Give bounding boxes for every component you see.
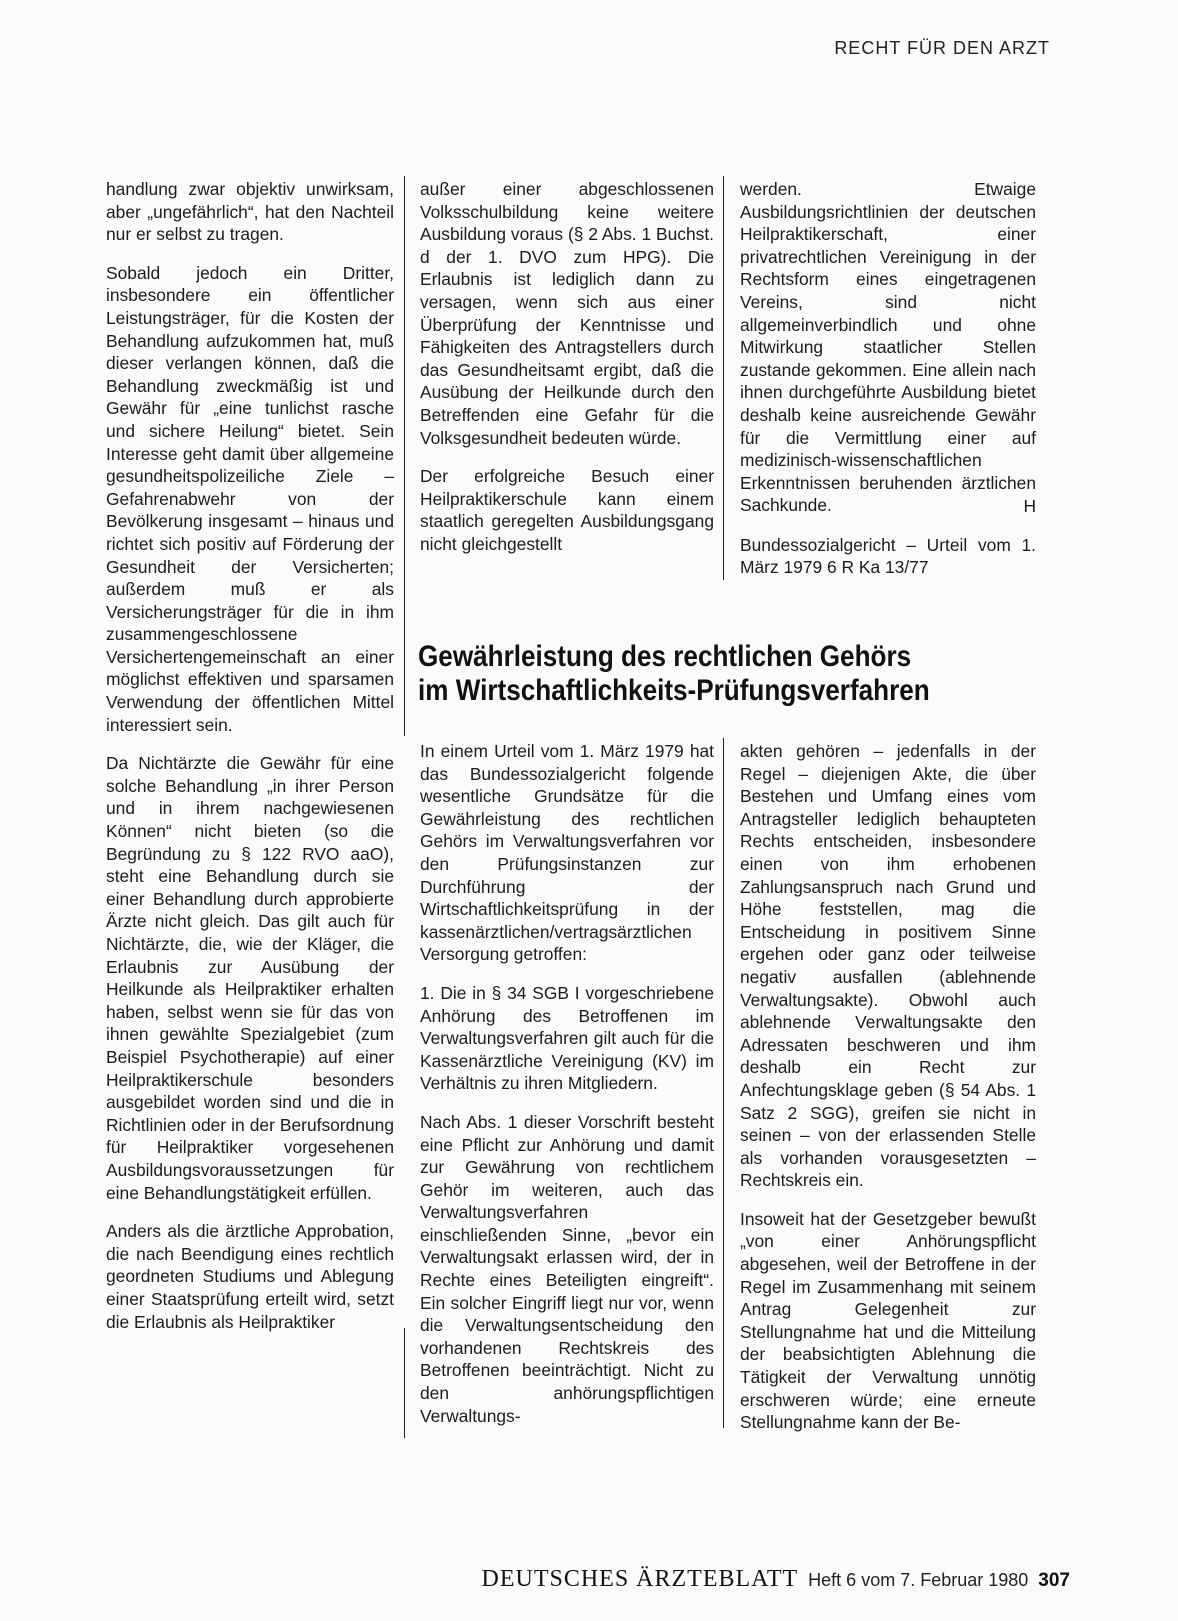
paragraph: Insoweit hat der Gesetzgeber bewußt „von einer Anhörungspflicht abgesehen, weil der Betroffene in der Regel im Zusammenhang mit seinem Antrag Gelegenheit zur Stellungnahme hat und die Mitteilung der beabsichtigten Ablehnung die Tätigkeit der Verwaltung unnötig erschweren würde; eine erneute Stellungnahme kann der Be-	[740, 1208, 1036, 1433]
article2-column-1	[420, 740, 714, 1427]
headline-line-1: Gewährleistung des rechtlichen Gehörs	[418, 640, 912, 673]
article2-column-2	[740, 740, 1036, 1434]
article1-column-2	[420, 178, 714, 556]
journal-name: DEUTSCHES ÄRZTEBLATT	[481, 1566, 799, 1592]
paragraph	[740, 178, 1036, 517]
paragraph: Sobald jedoch ein Dritter, insbesondere ein öffentlicher Leistungsträger, für die Kosten der Behandlung aufzukommen hat, muß dieser verlangen können, daß die Behandlung zweckmäßig ist und Gewähr für „eine tunlichst rasche und sichere Heilung“ bietet. Sein Interesse geht damit über allgemeine gesundheitspolizeiliche Ziele – Gefahrenabwehr von der Bevölkerung insgesamt – hinaus und richtet sich positiv auf Förderung der Gesundheit der Versicherten; außerdem muß er als Versicherungsträger für die in ihm zusammengeschlossene Versichertengemeinschaft an einer möglichst effektiven und sparsamen Verwendung der öffentlichen Mittel interessiert sein.	[106, 262, 394, 735]
paragraph: Da Nichtärzte die Gewähr für eine solche Behandlung „in ihrer Person und in ihrem nachgewiesenen Können“ nicht bieten (so die Begründung zu § 122 RVO aaO), steht eine Behandlung durch sie einer Behandlung durch approbierte Ärzte nicht gleich. Das gilt auch für Nichtärzte, die, wie der Kläger, die Erlaubnis zur Ausübung der Heilkunde als Heilpraktiker erhalten haben, selbst wenn sie für das von ihnen gewählte Spezialgebiet (zum Beispiel Psychotherapie) auf einer Heilpraktikerschule besonders ausgebildet worden sind und die in Richtlinien oder in der Berufsordnung für Heilpraktiker vorgesehenen Ausbildungsvoraussetzungen für eine Behandlungstätigkeit erfüllen.	[106, 753, 394, 1203]
article1-column-1	[106, 178, 394, 1333]
court-citation: Bundessozialgericht – Urteil vom 1. März 1979 6 R Ka 13/77	[740, 534, 1036, 578]
paragraph: 1. Die in § 34 SGB I vorgeschriebene Anhörung des Betroffenen im Verwaltungsverfahren gilt auch für die Kassenärztliche Vereinigung (KV) im Verhältnis zu ihren Mitgliedern.	[420, 982, 714, 1094]
headline-line-2: im Wirtschaftlichkeits-Prüfungsverfahren	[418, 674, 930, 707]
section-label: RECHT FÜR DEN ARZT	[834, 38, 1050, 58]
paragraph: Der erfolgreiche Besuch einer Heilpraktikerschule kann einem staatlich geregelten Ausbildungsgang nicht gleichgestellt	[420, 466, 714, 554]
page-number: 307	[1038, 1570, 1070, 1591]
paragraph: Anders als die ärztliche Approbation, die nach Beendigung eines rechtlich geordneten Studiums und Ablegung einer Staatsprüfung erteilt wird, setzt die Erlaubnis als Heilpraktiker	[106, 1221, 394, 1332]
column-divider	[723, 738, 724, 1428]
paragraph: handlung zwar objektiv unwirksam, aber „ungefährlich“, hat den Nachteil nur er selbst zu tragen.	[106, 179, 394, 245]
issue-info: Heft 6 vom 7. Februar 1980	[808, 1570, 1029, 1590]
article1-column-3	[740, 178, 1036, 579]
paragraph: In einem Urteil vom 1. März 1979 hat das Bundessozialgericht folgende wesentliche Grundsätze für die Gewährleistung des rechtlichen Gehörs im Verwaltungsverfahren vor den Prüfungsinstanzen zur Durchführung der Wirtschaftlichkeitsprüfung in der kassenärztlichen/vertragsärztlichen Versorgung getroffen:	[420, 741, 714, 965]
article2-headline	[418, 640, 957, 708]
paragraph-text: werden. Etwaige Ausbildungsrichtlinien der deutschen Heilpraktikerschaft, einer privatrechtlichen Vereinigung in der Rechtsform eines eingetragenen Vereins, sind nicht allgemeinverbindlich und ohne Mitwirkung staatlicher Stellen zustande gekommen. Eine allein nach ihnen durchgeführte Ausbildung bietet deshalb keine ausreichende Gewähr für die Vermittlung einer auf medizinisch-wissenschaftlichen Erkenntnissen beruhenden ärztlichen Sachkunde.	[740, 179, 1036, 516]
author-initial: H	[1023, 495, 1036, 516]
column-divider	[404, 176, 405, 736]
paragraph: Nach Abs. 1 dieser Vorschrift besteht eine Pflicht zur Anhörung und damit zur Gewährung von rechtlichem Gehör im weiteren, auch das Verwaltungsverfahren einschließenden Sinne, „bevor ein Verwaltungsakt erlassen wird, der in Rechte eines Beteiligten eingreift“. Ein solcher Eingriff liegt nur vor, wenn die Verwaltungsentscheidung den vorhandenen Rechtskreis des Betroffenen beeinträchtigt. Nicht zu den anhörungspflichtigen Verwaltungs-	[420, 1111, 714, 1426]
paragraph: akten gehören – jedenfalls in der Regel – diejenigen Akte, die über Bestehen und Umfang eines vom Antragsteller lediglich behaupteten Rechts entscheiden, insbesondere einen von ihm erhobenen Zahlungsanspruch nach Grund und Höhe feststellen, mag die Entscheidung in positivem Sinne ergehen oder ganz oder teilweise negativ ausfallen (ablehnende Verwaltungsakte). Obwohl auch ablehnende Verwaltungsakte den Adressaten beschweren und ihm deshalb ein Recht zur Anfechtungsklage geben (§ 54 Abs. 1 Satz 2 SGG), greifen sie nicht in seinen – von der erlassenden Stelle als vorhanden vorausgesetzten – Rechtskreis ein.	[740, 741, 1036, 1191]
page-footer	[482, 1566, 1071, 1593]
column-divider	[723, 176, 724, 580]
column-divider	[404, 1328, 405, 1438]
paragraph: außer einer abgeschlossenen Volksschulbildung keine weitere Ausbildung voraus (§ 2 Abs. 1 Buchst. d der 1. DVO zum HPG). Die Erlaubnis ist lediglich dann zu versagen, wenn sich aus einer Überprüfung der Kenntnisse und Fähigkeiten des Antragstellers durch das Gesundheitsamt ergibt, daß die Ausübung der Heilkunde durch den Betreffenden eine Gefahr für die Volksgesundheit bedeuten würde.	[420, 179, 714, 448]
